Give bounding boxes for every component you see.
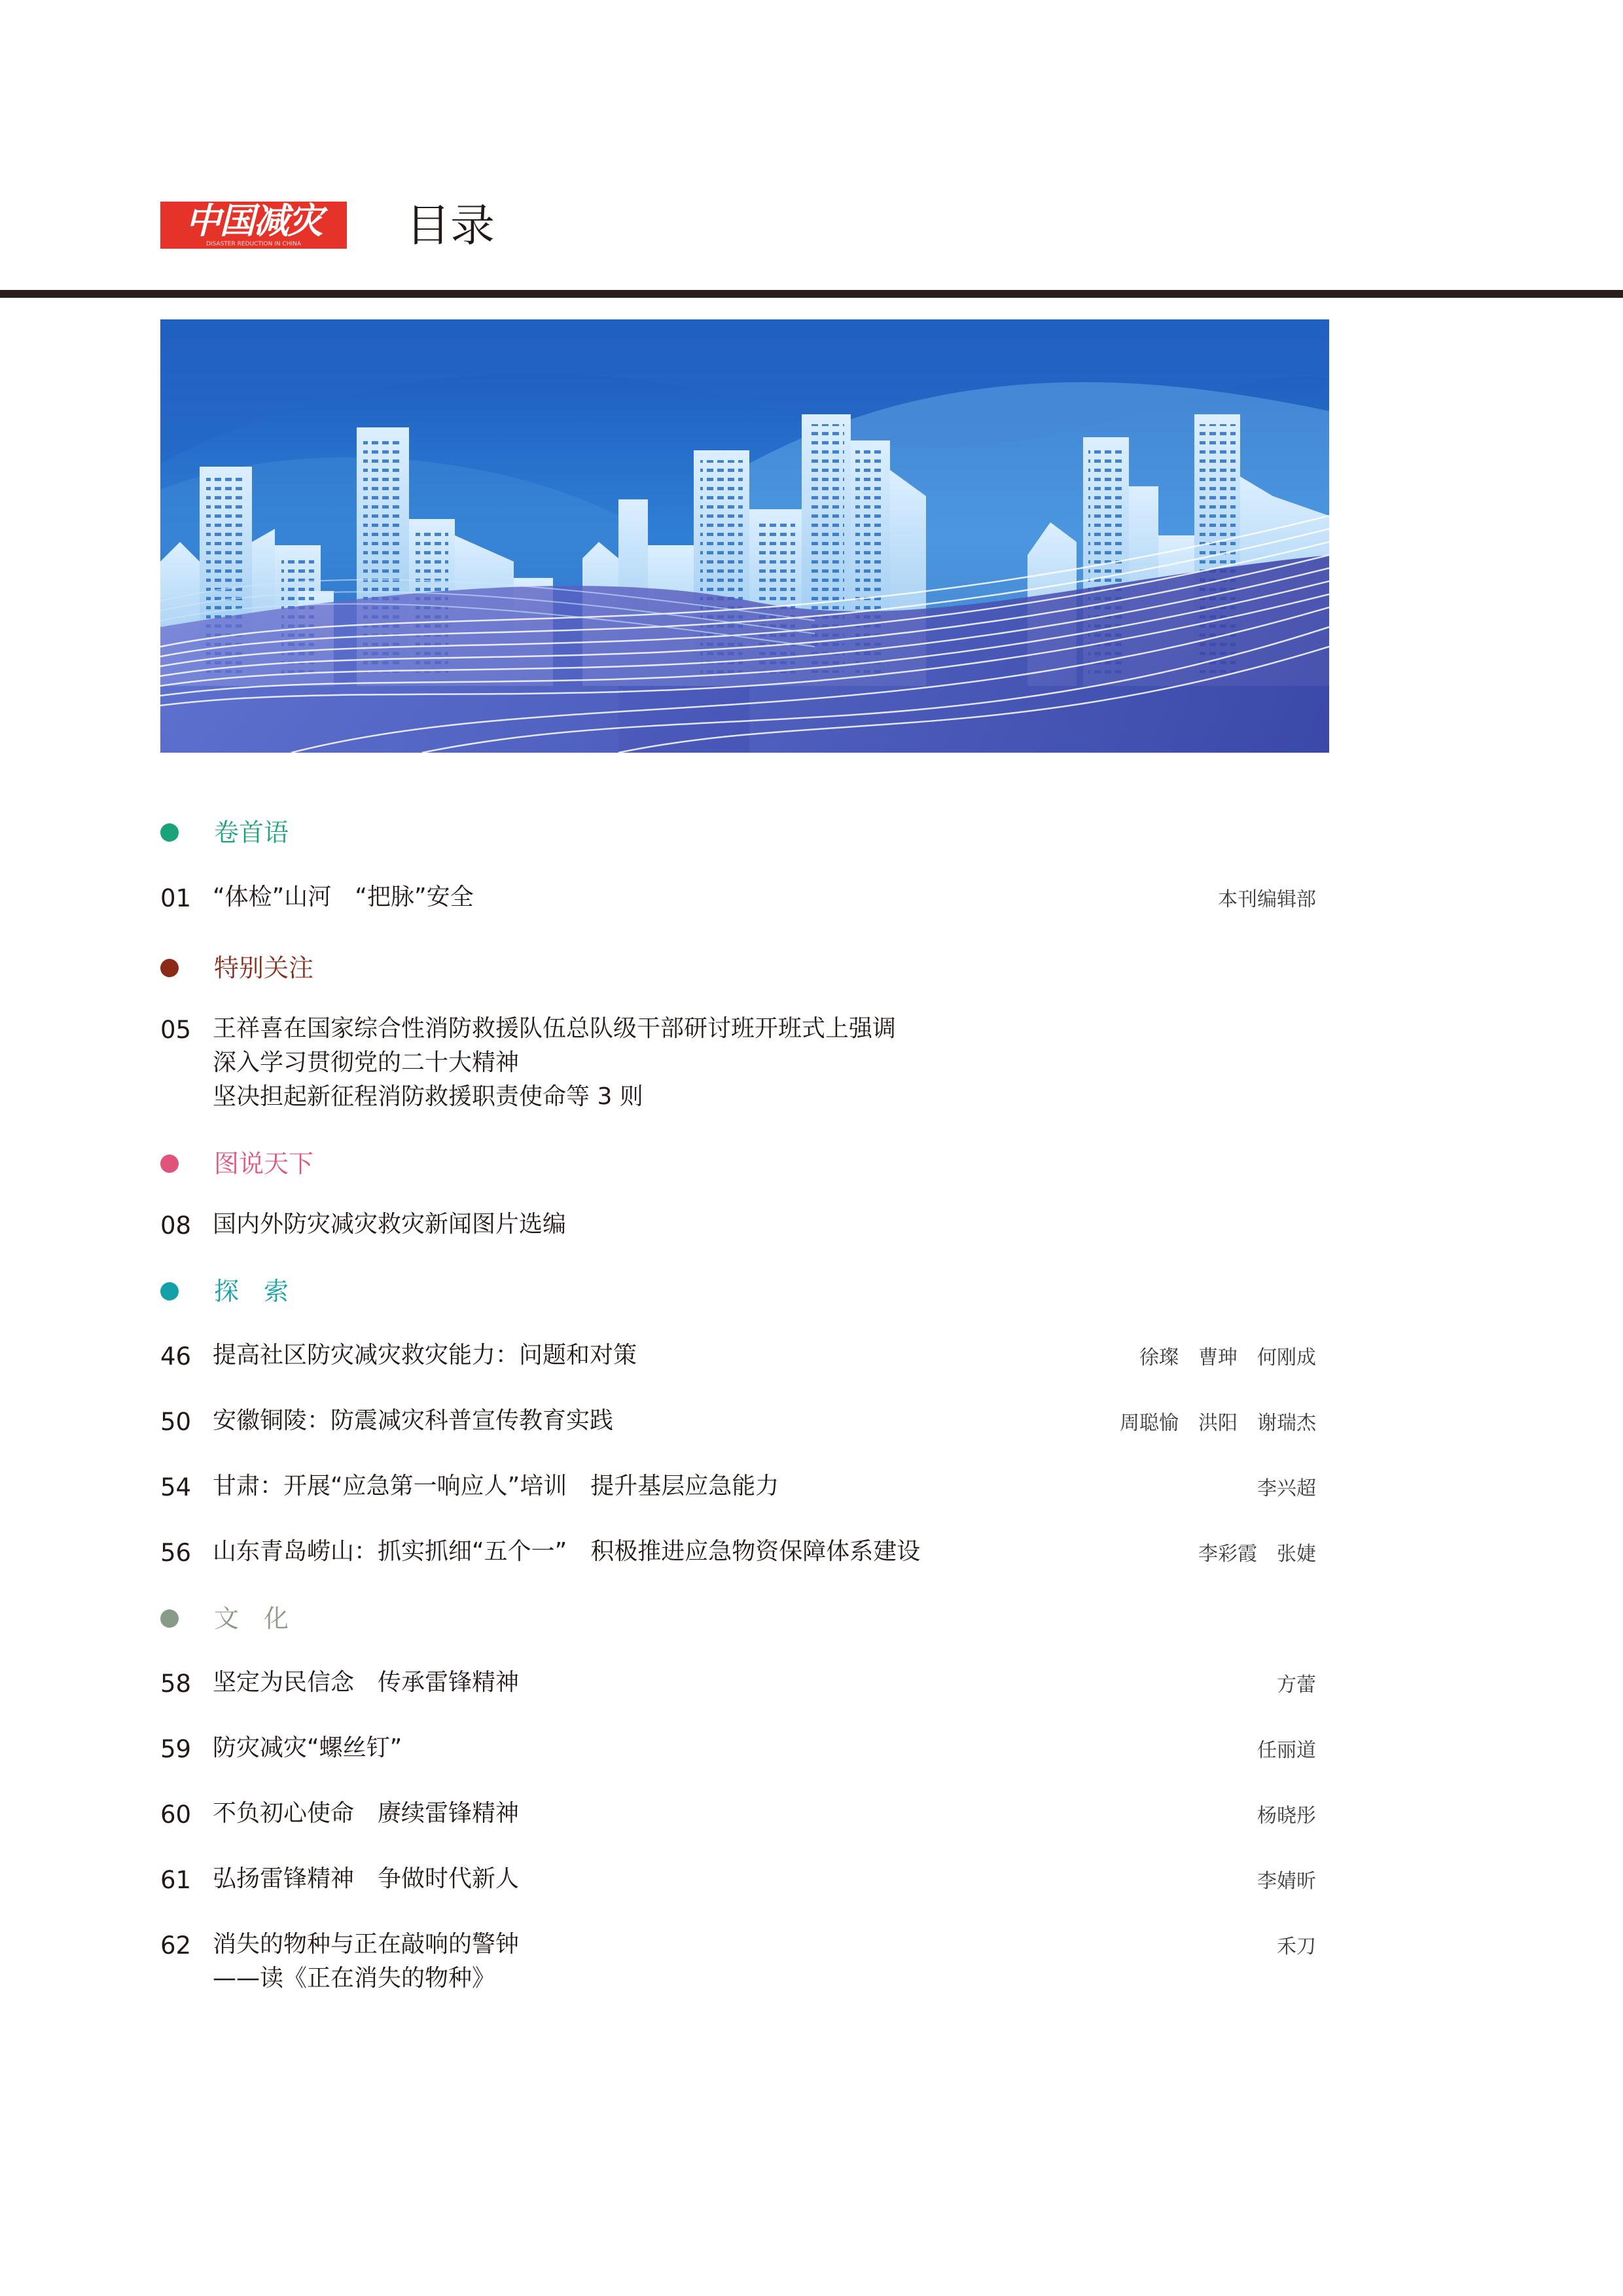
toc-entry[interactable] — [160, 1338, 1329, 1378]
toc-page-number: 01 — [160, 884, 192, 912]
toc-page-number: 56 — [160, 1539, 192, 1567]
toc-entry[interactable] — [160, 1208, 1329, 1247]
page-title: 目录 — [406, 200, 495, 252]
toc-title-line: 山东青岛崂山：抓实抓细“五个一” 积极推进应急物资保障体系建设 — [213, 1538, 921, 1565]
cityscape-banner-image — [160, 319, 1329, 753]
toc-author: 李兴超 — [1257, 1477, 1316, 1500]
toc-title-line: 坚定为民信念 传承雷锋精神 — [213, 1669, 520, 1696]
toc-title-line: “体检”山河 “把脉”安全 — [213, 884, 474, 910]
toc-page-number: 60 — [160, 1801, 192, 1829]
toc-author: 徐璨 曹珅 何刚成 — [1139, 1346, 1316, 1369]
toc-title-line: 防灾减灾“螺丝钉” — [213, 1734, 402, 1761]
section-bullet-icon — [160, 823, 179, 842]
toc-title-line: 甘肃：开展“应急第一响应人”培训 提升基层应急能力 — [213, 1473, 779, 1499]
section-title: 文 化 — [214, 1604, 289, 1633]
toc-page-number: 54 — [160, 1473, 192, 1501]
section-title: 图说天下 — [214, 1149, 314, 1178]
toc-entry[interactable] — [160, 1666, 1329, 1705]
toc-title-line: 王祥喜在国家综合性消防救援队伍总队级干部研讨班开班式上强调 — [213, 1015, 897, 1042]
toc-author: 李婧昕 — [1257, 1870, 1316, 1893]
toc-article-title[interactable] — [213, 1862, 519, 1896]
toc-title-line: 提高社区防灾减灾救灾能力：问题和对策 — [213, 1342, 637, 1369]
toc-entry[interactable] — [160, 1012, 1329, 1119]
toc-entry[interactable] — [160, 1928, 1329, 2001]
toc-entry[interactable] — [160, 1797, 1329, 1836]
toc-title-line: 消失的物种与正在敲响的警钟 — [213, 1931, 520, 1958]
toc-article-title[interactable] — [213, 1797, 519, 1831]
section-bullet-icon — [160, 1155, 179, 1173]
toc-entry[interactable] — [160, 1469, 1329, 1509]
toc-article-title[interactable] — [213, 1666, 519, 1700]
toc-article-title[interactable] — [213, 1469, 779, 1503]
toc-title-line: 深入学习贯彻党的二十大精神 — [213, 1049, 520, 1076]
toc-article-title[interactable] — [213, 1928, 519, 1996]
toc-article-title[interactable] — [213, 1208, 566, 1242]
toc-page-number: 50 — [160, 1408, 192, 1436]
toc-page-number: 08 — [160, 1211, 192, 1240]
toc-title-line: 不负初心使命 赓续雷锋精神 — [213, 1800, 520, 1827]
toc-author: 本刊编辑部 — [1218, 888, 1316, 911]
section-title: 探 索 — [214, 1277, 289, 1306]
toc-entry[interactable] — [160, 1535, 1329, 1574]
toc-author: 李彩霞 张婕 — [1198, 1543, 1316, 1566]
toc-author: 方蕾 — [1277, 1674, 1316, 1696]
toc-entry[interactable] — [160, 880, 1329, 920]
header-divider — [0, 290, 1623, 298]
section-title: 卷首语 — [214, 818, 289, 847]
toc-title-line: ——读《正在消失的物种》 — [213, 1965, 496, 1992]
toc-page-number: 59 — [160, 1735, 192, 1763]
toc-article-title[interactable] — [213, 1731, 402, 1765]
section-title: 特别关注 — [214, 954, 314, 982]
toc-author: 禾刀 — [1277, 1935, 1316, 1958]
toc-article-title[interactable] — [213, 1535, 920, 1569]
section-bullet-icon — [160, 1282, 179, 1300]
toc-author: 杨晓彤 — [1257, 1804, 1316, 1827]
toc-page-number: 62 — [160, 1931, 192, 1960]
toc-author: 任丽道 — [1257, 1739, 1316, 1762]
magazine-logo — [160, 202, 347, 249]
toc-entry[interactable] — [160, 1862, 1329, 1901]
toc-page-number: 05 — [160, 1016, 192, 1044]
toc-author: 周聪愉 洪阳 谢瑞杰 — [1120, 1412, 1316, 1435]
toc-entry[interactable] — [160, 1731, 1329, 1770]
toc-article-title[interactable] — [213, 880, 474, 914]
logo-subtext: DISASTER REDUCTION IN CHINA — [205, 241, 302, 247]
toc-title-line: 弘扬雷锋精神 争做时代新人 — [213, 1865, 520, 1892]
toc-page-number: 46 — [160, 1342, 192, 1371]
toc-entry[interactable] — [160, 1404, 1329, 1443]
section-bullet-icon — [160, 1609, 179, 1628]
section-bullet-icon — [160, 959, 179, 977]
toc-article-title[interactable] — [213, 1404, 613, 1438]
logo-text: 中国减灾 — [185, 202, 322, 242]
toc-title-line: 国内外防灾减灾救灾新闻图片选编 — [213, 1211, 567, 1238]
toc-title-line: 坚决担起新征程消防救援职责使命等 3 则 — [213, 1083, 643, 1110]
toc-page-number: 61 — [160, 1866, 192, 1894]
toc-page-number: 58 — [160, 1670, 192, 1698]
toc-article-title[interactable] — [213, 1012, 896, 1114]
toc-article-title[interactable] — [213, 1338, 637, 1372]
toc-title-line: 安徽铜陵：防震减灾科普宣传教育实践 — [213, 1407, 614, 1434]
